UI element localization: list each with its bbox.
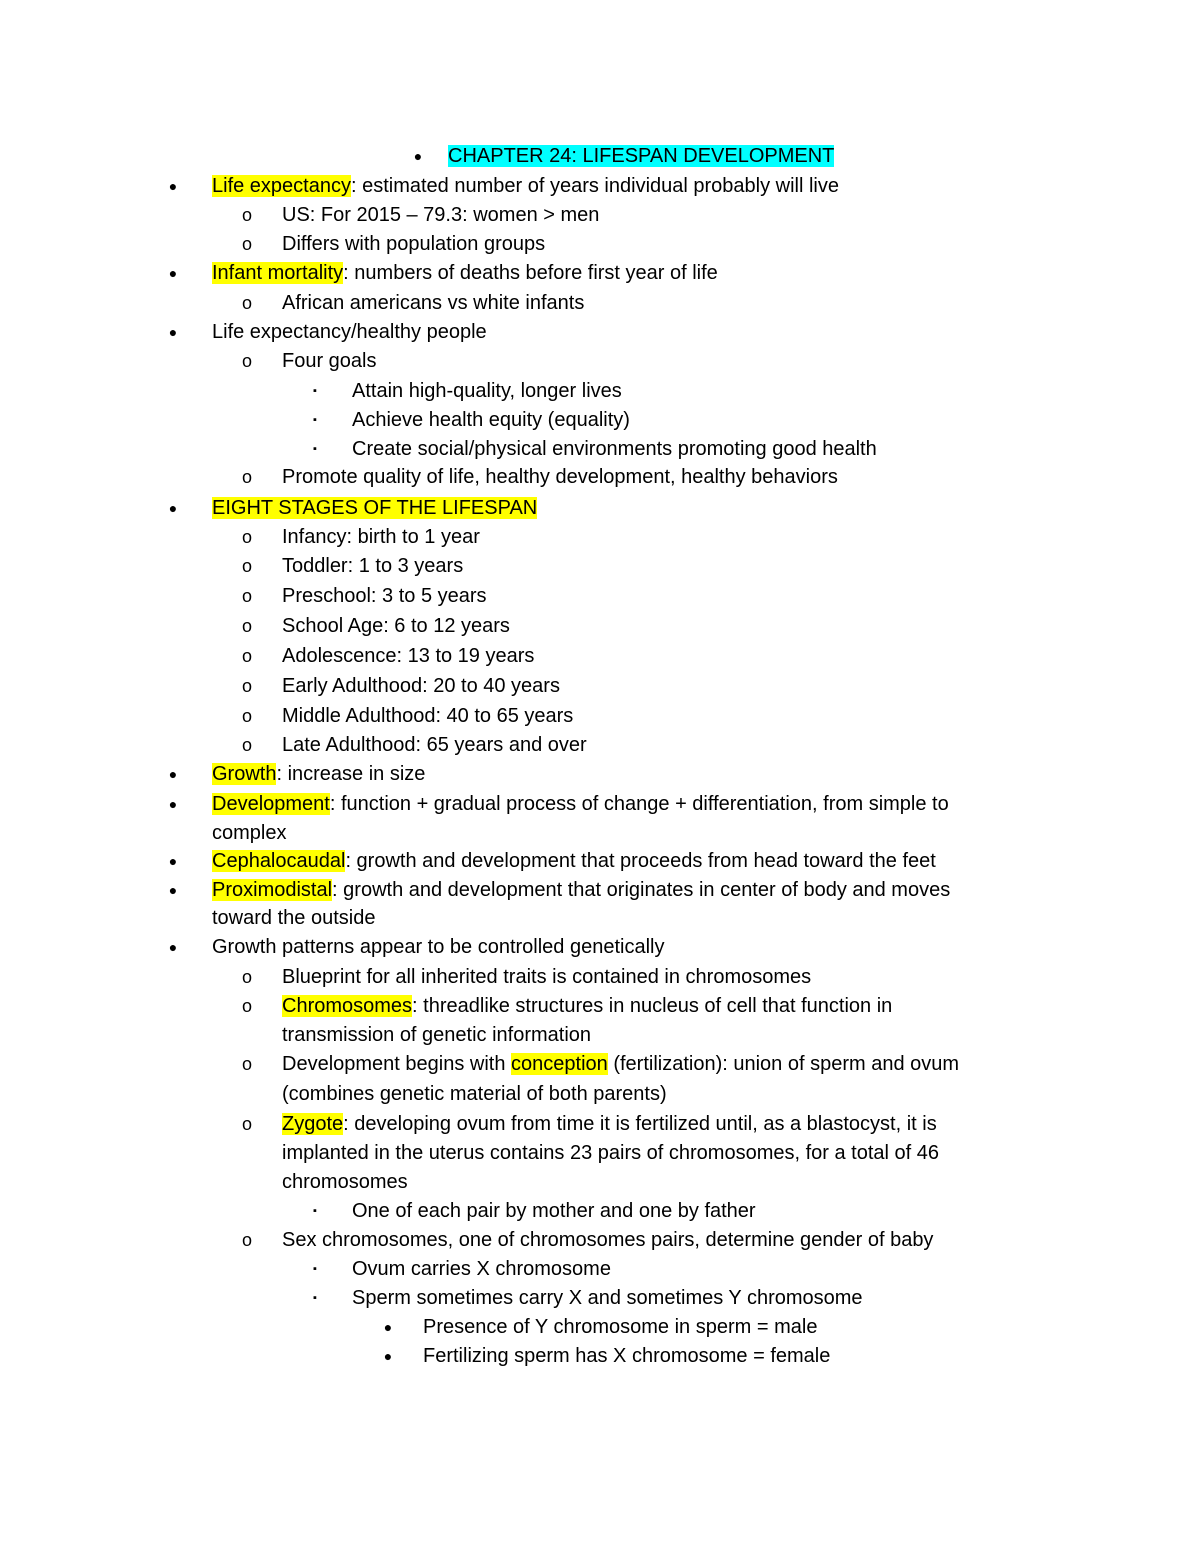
bullet-marker: ●: [168, 178, 178, 194]
text-run: chromosomes: [282, 1171, 408, 1193]
bullet-marker: o: [241, 676, 252, 696]
chapter-title: CHAPTER 24: LIFESPAN DEVELOPMENT: [448, 145, 835, 167]
bullet-marker: o: [241, 996, 252, 1016]
text-run: : numbers of deaths before first year of life: [343, 262, 718, 284]
text-run: Achieve health equity (equality): [352, 409, 630, 431]
text-run: Sex chromosomes, one of chromosomes pairs, determine gender of baby: [282, 1229, 934, 1251]
line-text: [212, 904, 375, 933]
bullet-marker: ▪: [313, 1205, 317, 1217]
bullet-marker: o: [241, 586, 252, 606]
line-text: [423, 1313, 817, 1342]
bullet-marker: o: [241, 556, 252, 576]
bullet-marker: o: [241, 234, 252, 254]
text-run: Life expectancy/healthy people: [212, 321, 487, 343]
line-text: [282, 552, 463, 581]
line-text: [282, 201, 599, 230]
bullet-marker: o: [241, 467, 252, 487]
highlighted-term: Infant mortality: [212, 262, 344, 284]
line-text: [212, 819, 286, 848]
bullet-marker: o: [241, 1054, 252, 1074]
text-run: : growth and development that proceeds from head toward the feet: [345, 850, 936, 872]
text-run: implanted in the uterus contains 23 pairs of chromosomes, for a total of 46: [282, 1142, 940, 1164]
line-text: [282, 612, 510, 641]
text-run: Early Adulthood: 20 to 40 years: [282, 675, 560, 697]
line-text: [423, 1342, 830, 1371]
line-text: [352, 377, 622, 406]
text-run: Presence of Y chromosome in sperm = male: [423, 1316, 818, 1338]
line-text: [282, 642, 534, 671]
highlighted-term: Development: [212, 793, 330, 815]
line-text: [282, 1050, 959, 1079]
text-run: Promote quality of life, healthy development, healthy behaviors: [282, 466, 838, 488]
bullet-marker: ●: [168, 265, 178, 281]
text-run: Middle Adulthood: 40 to 65 years: [282, 705, 574, 727]
text-run: Preschool: 3 to 5 years: [282, 585, 487, 607]
highlighted-term: conception: [511, 1053, 608, 1075]
text-run: (fertilization): union of sperm and ovum: [607, 1053, 960, 1075]
text-run: African americans vs white infants: [282, 292, 585, 314]
line-text: [282, 702, 573, 731]
line-text: [212, 172, 839, 201]
line-text: [352, 1284, 863, 1313]
text-run: Infancy: birth to 1 year: [282, 526, 480, 548]
text-run: Late Adulthood: 65 years and over: [282, 734, 587, 756]
line-text: [212, 933, 665, 962]
text-run: Create social/physical environments promoting good health: [352, 438, 877, 460]
line-text: [352, 1255, 611, 1284]
line-text: [282, 1110, 937, 1139]
text-run: : increase in size: [276, 763, 426, 785]
bullet-marker: ●: [168, 500, 178, 516]
line-text: [352, 435, 877, 464]
text-run: : growth and development that originates in center of body and moves: [332, 879, 951, 901]
highlighted-term: Zygote: [282, 1113, 344, 1135]
bullet-marker: o: [241, 1114, 252, 1134]
bullet-marker: ●: [168, 939, 178, 955]
bullet-marker: ●: [168, 882, 178, 898]
text-run: Development begins with: [282, 1053, 512, 1075]
text-run: Adolescence: 13 to 19 years: [282, 645, 535, 667]
line-text: [282, 963, 811, 992]
bullet-marker: ●: [168, 324, 178, 340]
text-run: US: For 2015 – 79.3: women > men: [282, 204, 600, 226]
bullet-marker: ▪: [313, 443, 317, 455]
text-run: Growth patterns appear to be controlled genetically: [212, 936, 665, 958]
text-run: Four goals: [282, 350, 377, 372]
text-run: Ovum carries X chromosome: [352, 1258, 611, 1280]
line-text: [212, 790, 949, 819]
line-text: [212, 318, 487, 347]
bullet-marker: o: [241, 205, 252, 225]
highlighted-term: Growth: [212, 763, 277, 785]
bullet-marker: o: [241, 616, 252, 636]
highlighted-term: Proximodistal: [212, 879, 333, 901]
bullet-marker: ●: [168, 766, 178, 782]
text-run: Differs with population groups: [282, 233, 546, 255]
line-text: [352, 406, 630, 435]
bullet-marker: o: [241, 706, 252, 726]
line-text: [352, 1197, 756, 1226]
bullet-marker: ●: [383, 1319, 393, 1335]
line-text: [282, 672, 560, 701]
line-text: [282, 1168, 408, 1197]
text-run: Toddler: 1 to 3 years: [282, 555, 464, 577]
text-run: : developing ovum from time it is fertilized until, as a blastocyst, it is: [343, 1113, 937, 1135]
line-text: [282, 1226, 933, 1255]
line-text: [282, 582, 487, 611]
highlighted-term: Cephalocaudal: [212, 850, 346, 872]
text-run: complex: [212, 822, 287, 844]
line-text: [282, 347, 377, 376]
line-text: [282, 992, 892, 1021]
text-run: transmission of genetic information: [282, 1024, 592, 1046]
line-text: [212, 876, 950, 905]
text-run: (combines genetic material of both parents): [282, 1083, 667, 1105]
line-text: [282, 289, 584, 318]
line-text: [212, 847, 936, 876]
bullet-marker: o: [241, 967, 252, 987]
text-run: Sperm sometimes carry X and sometimes Y chromosome: [352, 1287, 863, 1309]
line-text: [282, 731, 587, 760]
line-text: [282, 230, 545, 259]
text-run: : estimated number of years individual probably will live: [350, 175, 839, 197]
bullet-marker: o: [241, 646, 252, 666]
bullet-marker: ▪: [313, 414, 317, 426]
text-run: Attain high-quality, longer lives: [352, 380, 622, 402]
highlighted-term: Chromosomes: [282, 995, 413, 1017]
bullet-marker: ▪: [313, 1263, 317, 1275]
line-text: [448, 142, 834, 171]
bullet-marker: o: [241, 1230, 252, 1250]
line-text: [212, 259, 718, 288]
line-text: [282, 1139, 939, 1168]
bullet-marker: ●: [413, 148, 423, 164]
line-text: [282, 1080, 667, 1109]
text-run: One of each pair by mother and one by father: [352, 1200, 756, 1222]
bullet-marker: o: [241, 527, 252, 547]
text-run: toward the outside: [212, 907, 376, 929]
bullet-marker: o: [241, 351, 252, 371]
bullet-marker: ●: [383, 1348, 393, 1364]
line-text: [282, 1021, 591, 1050]
highlighted-term: Life expectancy: [212, 175, 351, 197]
text-run: : function + gradual process of change + differentiation, from simple to: [329, 793, 949, 815]
bullet-marker: o: [241, 293, 252, 313]
text-run: Fertilizing sperm has X chromosome = female: [423, 1345, 831, 1367]
text-run: : threadlike structures in nucleus of cell that function in: [412, 995, 893, 1017]
bullet-marker: ▪: [313, 385, 317, 397]
bullet-marker: ▪: [313, 1292, 317, 1304]
line-text: [212, 760, 425, 789]
bullet-marker: ●: [168, 853, 178, 869]
bullet-marker: o: [241, 735, 252, 755]
line-text: [282, 463, 838, 492]
line-text: [282, 523, 480, 552]
text-run: Blueprint for all inherited traits is contained in chromosomes: [282, 966, 812, 988]
line-text: [212, 494, 537, 523]
highlighted-term: EIGHT STAGES OF THE LIFESPAN: [212, 497, 538, 519]
text-run: School Age: 6 to 12 years: [282, 615, 510, 637]
bullet-marker: ●: [168, 796, 178, 812]
